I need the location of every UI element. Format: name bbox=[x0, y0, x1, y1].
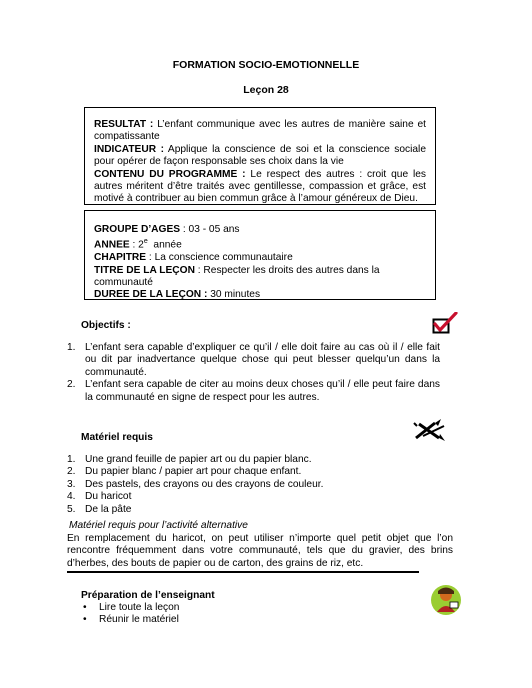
groupe-label: GROUPE D’AGES bbox=[94, 224, 181, 235]
duree-label: DUREE DE LA LEÇON : bbox=[94, 289, 208, 301]
resultat-text: L’enfant communique avec les autres de manière saine et compatissante bbox=[94, 119, 426, 143]
list-item: 2. L’enfant sera capable de citer au moins deux choses qu’il / elle peut faire dans la communauté en signe de respect pour les autres. bbox=[67, 379, 440, 403]
alt-materiel-heading: Matériel requis pour l’activité alternative bbox=[69, 520, 248, 531]
list-item: • Réunir le matériel bbox=[81, 614, 381, 626]
titre-text: : Respecter les droits des autres dans la communauté bbox=[94, 264, 380, 289]
document-title: FORMATION SOCIO-EMOTIONNELLE bbox=[172, 59, 360, 71]
list-item: 3. Des pastels, des crayons ou des crayons de couleur. bbox=[67, 478, 324, 490]
resultat-line bbox=[94, 119, 426, 144]
list-item: 1. L’enfant sera capable d’expliquer ce qu’il / elle doit faire au cas où il / elle fait ou dit par inadvertance quelque chose qui peut blesser quelqu’un dans la communauté. bbox=[67, 342, 440, 378]
groupe-text: : 03 - 05 ans bbox=[180, 224, 240, 235]
preparation-list bbox=[81, 602, 381, 627]
duree-line bbox=[94, 289, 426, 301]
contenu-line bbox=[94, 169, 426, 206]
program-info-box bbox=[84, 107, 436, 205]
list-item: • Lire toute la leçon bbox=[81, 602, 381, 614]
indicateur-label: INDICATEUR : bbox=[94, 143, 164, 155]
annee-line bbox=[94, 236, 426, 252]
materiel-heading: Matériel requis bbox=[81, 432, 153, 443]
chapitre-line bbox=[94, 252, 426, 264]
titre-line bbox=[94, 265, 426, 290]
list-item: 5. De la pâte bbox=[67, 503, 132, 515]
annee-text-post: année bbox=[147, 239, 182, 251]
list-item: 4. Du haricot bbox=[67, 491, 132, 503]
teacher-icon bbox=[430, 584, 462, 620]
groupe-line bbox=[94, 224, 426, 236]
annee-label: ANNEE bbox=[94, 239, 130, 251]
indicateur-line bbox=[94, 144, 426, 169]
annee-sup: e bbox=[143, 238, 148, 246]
resultat-label: RESULTAT : bbox=[94, 119, 154, 130]
annee-text-pre: : 2 bbox=[129, 239, 144, 251]
duree-text: 30 minutes bbox=[207, 289, 261, 301]
lesson-number: Leçon 28 bbox=[243, 84, 289, 96]
list-item: 1. Une grand feuille de papier art ou du papier blanc. bbox=[67, 454, 312, 465]
materiel-list bbox=[67, 454, 447, 516]
contenu-text: Le respect des autres : croit que les autres méritent d’être traités avec gentillesse, compassion et grâce, est motivé à contribuer au bien commun grâce à l’amour généreux de Dieu. bbox=[94, 168, 427, 205]
contenu-label: CONTENU DU PROGRAMME : bbox=[94, 168, 246, 180]
preparation-heading: Préparation de l’enseignant bbox=[81, 590, 215, 601]
chapitre-label: CHAPITRE bbox=[94, 252, 147, 264]
alt-materiel-text: En remplacement du haricot, on peut utiliser n’importe quel petit objet que l’on rencontre fréquemment dans votre communauté, tels que du gravier, des brins d’herbes, des bouts de papier ou de carton, des grains de riz, etc. bbox=[67, 533, 453, 569]
objectifs-list bbox=[67, 342, 440, 404]
pencils-icon bbox=[413, 418, 447, 446]
objectifs-heading: Objectifs : bbox=[81, 320, 131, 331]
indicateur-text: Applique la conscience de soi et la conscience sociale pour opérer de façon responsable ses choix dans la vie bbox=[94, 143, 426, 168]
lesson-info-box bbox=[84, 210, 436, 300]
checkbox-check-icon bbox=[432, 312, 458, 338]
chapitre-text: : La conscience communautaire bbox=[146, 252, 293, 264]
titre-label: TITRE DE LA LEÇON bbox=[94, 264, 195, 276]
list-item: 2. Du papier blanc / papier art pour chaque enfant. bbox=[67, 466, 302, 478]
section-divider bbox=[67, 571, 419, 573]
